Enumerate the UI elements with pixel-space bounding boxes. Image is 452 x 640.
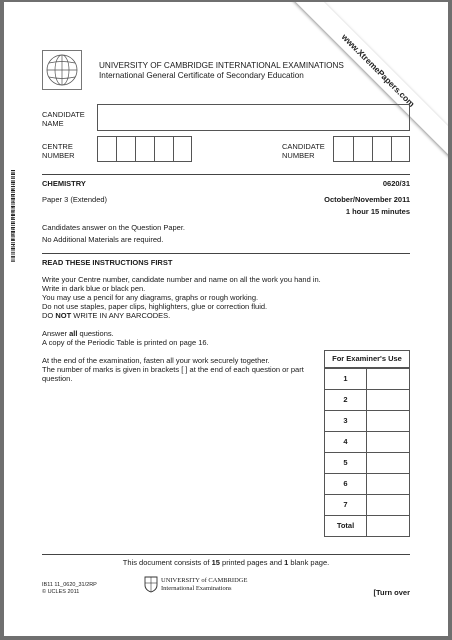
turn-over-note: [Turn over bbox=[373, 588, 410, 597]
cambridge-logo-line2: International Examinations bbox=[161, 585, 232, 592]
instruction-line: You may use a pencil for any diagrams, graphs or rough working. bbox=[42, 293, 259, 302]
examiner-row-label: 5 bbox=[324, 452, 367, 474]
copyright-note: © UCLES 2011 bbox=[42, 589, 80, 595]
instruction-line: Do not use staples, paper clips, highlighters, glue or correction fluid. bbox=[42, 302, 268, 311]
examiner-mark-cell[interactable] bbox=[366, 389, 410, 411]
periodic-table-note: A copy of the Periodic Table is printed on page 16. bbox=[42, 338, 209, 347]
examiner-mark-cell[interactable] bbox=[366, 410, 410, 432]
divider bbox=[42, 253, 410, 254]
examiner-row-label: 1 bbox=[324, 368, 367, 390]
answer-note: Candidates answer on the Question Paper. bbox=[42, 223, 186, 232]
subject-title: CHEMISTRY bbox=[42, 179, 86, 188]
candidate-number-field[interactable] bbox=[333, 136, 410, 162]
examiner-total-label: Total bbox=[324, 515, 367, 537]
examiner-mark-cell[interactable] bbox=[366, 452, 410, 474]
cambridge-logo-line1: UNIVERSITY of CAMBRIDGE bbox=[161, 577, 248, 584]
examiner-total-cell[interactable] bbox=[366, 515, 410, 537]
instruction-line: The number of marks is given in brackets [ ] at the end of each question or part bbox=[42, 365, 304, 374]
answer-instruction: Answer all questions. bbox=[42, 329, 114, 338]
paper-reference: IB11 11_0620_31/2RP bbox=[42, 582, 97, 588]
candidate-name-label: CANDIDATE NAME bbox=[42, 110, 85, 128]
examiner-row-label: 7 bbox=[324, 494, 367, 516]
exam-session: October/November 2011 bbox=[324, 195, 410, 204]
candidate-name-field[interactable] bbox=[97, 104, 410, 131]
component-code: 0620/31 bbox=[382, 179, 410, 188]
centre-number-field[interactable] bbox=[97, 136, 192, 162]
examiner-row-label: 2 bbox=[324, 389, 367, 411]
examiner-mark-cell[interactable] bbox=[366, 494, 410, 516]
barcode-instruction: DO NOT WRITE IN ANY BARCODES. bbox=[42, 311, 171, 320]
instructions-heading: READ THESE INSTRUCTIONS FIRST bbox=[42, 258, 173, 267]
instruction-line: Write in dark blue or black pen. bbox=[42, 284, 146, 293]
examiner-row-label: 3 bbox=[324, 410, 367, 432]
divider bbox=[42, 554, 410, 555]
candidate-number-label: CANDIDATE NUMBER bbox=[282, 142, 325, 160]
globe-logo-icon bbox=[42, 50, 82, 90]
examiner-row-label: 4 bbox=[324, 431, 367, 453]
page-count-note: This document consists of 15 printed pages and 1 blank page. bbox=[122, 558, 330, 567]
examiner-row-label: 6 bbox=[324, 473, 367, 495]
centre-number-label: CENTRE NUMBER bbox=[42, 142, 75, 160]
xtremepapers-banner[interactable]: www.XtremePapers.com bbox=[290, 2, 448, 159]
cambridge-shield-icon bbox=[144, 576, 158, 593]
examiner-table-header: For Examiner's Use bbox=[324, 350, 410, 368]
university-title: UNIVERSITY OF CAMBRIDGE INTERNATIONAL EXAMINATIONS bbox=[99, 61, 344, 70]
materials-note: No Additional Materials are required. bbox=[42, 235, 164, 244]
examiner-mark-cell[interactable] bbox=[366, 431, 410, 453]
instruction-line: question. bbox=[42, 374, 73, 383]
side-code-text: * 0 2 7 9 9 6 1 7 3 8 * bbox=[9, 183, 14, 247]
instruction-line: At the end of the examination, fasten all your work securely together. bbox=[42, 356, 270, 365]
examiner-mark-cell[interactable] bbox=[366, 368, 410, 390]
instruction-line: Write your Centre number, candidate number and name on all the work you hand in. bbox=[42, 275, 321, 284]
certificate-title: International General Certificate of Secondary Education bbox=[99, 71, 304, 80]
exam-cover-page bbox=[4, 2, 448, 636]
examiner-mark-cell[interactable] bbox=[366, 473, 410, 495]
exam-duration: 1 hour 15 minutes bbox=[345, 207, 410, 216]
paper-title: Paper 3 (Extended) bbox=[42, 195, 108, 204]
divider bbox=[42, 174, 410, 175]
